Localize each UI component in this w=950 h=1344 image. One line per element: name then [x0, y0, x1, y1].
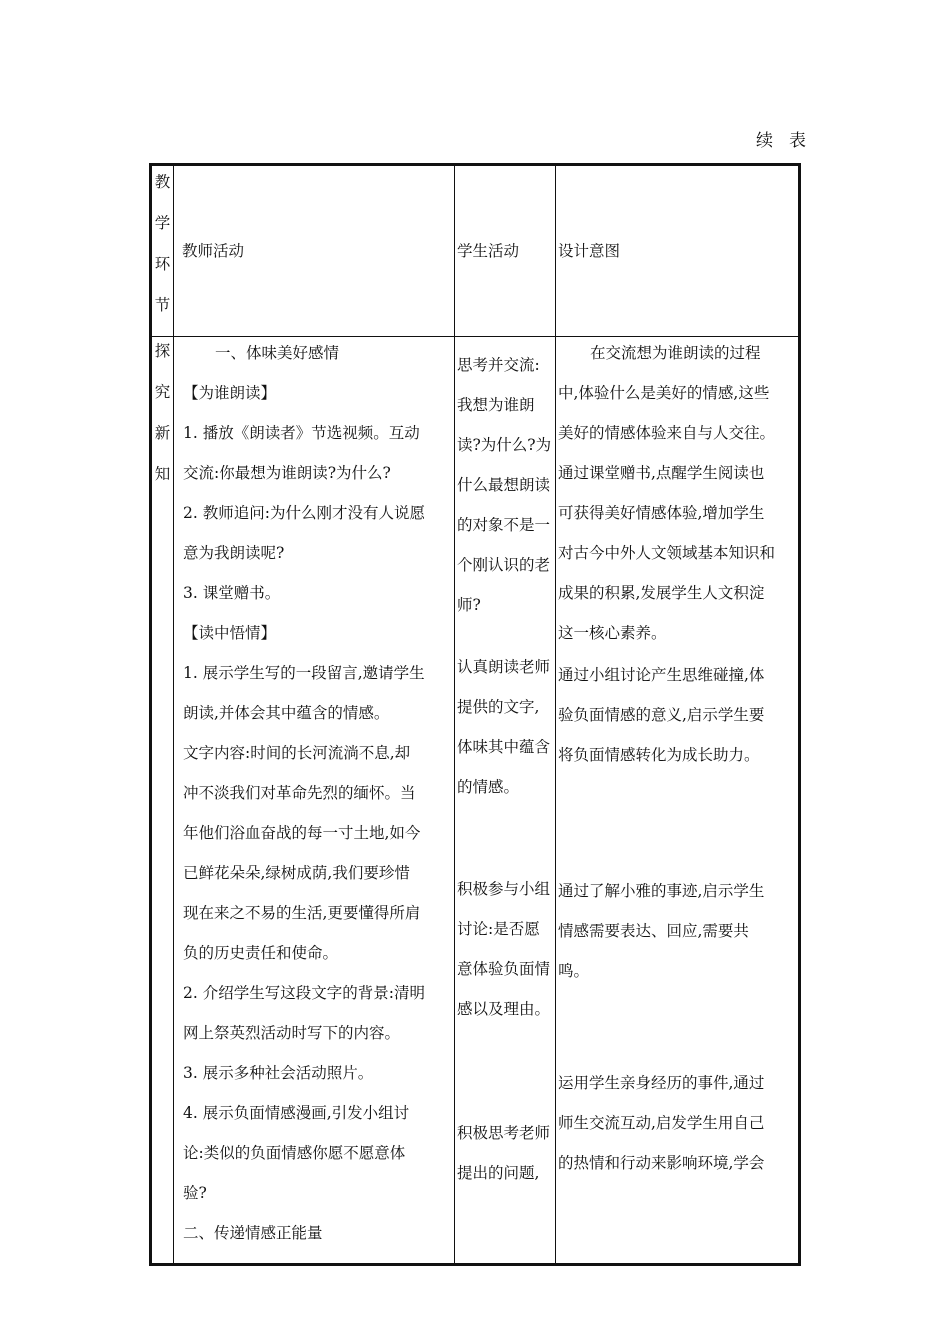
teacher-line: 2. 教师追问:为什么刚才没有人说愿 [183, 504, 425, 522]
row-stage-char: 究 [154, 383, 171, 401]
design-line: 在交流想为谁朗读的过程 [590, 344, 761, 362]
teacher-line: 1. 展示学生写的一段留言,邀请学生 [183, 664, 425, 682]
design-intent-cell [556, 337, 800, 1265]
teacher-line: 验? [183, 1184, 207, 1202]
header-stage-char: 环 [154, 255, 171, 273]
design-line: 对古今中外人文领域基本知识和 [558, 544, 776, 562]
student-line: 提供的文字, [457, 698, 540, 716]
design-line: 通过了解小雅的事迹,启示学生 [558, 882, 765, 900]
design-line: 成果的积累,发展学生人文积淀 [558, 584, 765, 602]
design-line: 通过课堂赠书,点醒学生阅读也 [558, 464, 765, 482]
teacher-line: 朗读,并体会其中蕴含的情感。 [183, 704, 390, 722]
teacher-line: 【读中悟情】 [183, 624, 277, 642]
student-line: 提出的问题, [457, 1164, 540, 1182]
design-line: 中,体验什么是美好的情感,这些 [558, 384, 770, 402]
teacher-line: 【为谁朗读】 [183, 384, 277, 402]
teacher-activity-cell [174, 337, 455, 1265]
teacher-line: 二、传递情感正能量 [183, 1224, 323, 1242]
header-stage-cell [151, 165, 174, 337]
row-stage-char: 新 [154, 424, 171, 442]
teacher-line: 负的历史责任和使命。 [183, 944, 339, 962]
student-line: 读?为什么?为 [457, 436, 552, 454]
design-line: 鸣。 [558, 962, 590, 980]
header-stage-char: 学 [154, 214, 171, 232]
student-block-4 [457, 1123, 555, 1203]
design-line: 这一核心素养。 [558, 624, 667, 642]
student-line: 个刚认识的老 [457, 556, 551, 574]
design-line: 的热情和行动来影响环境,学会 [558, 1154, 765, 1172]
teacher-line: 网上祭英烈活动时写下的内容。 [183, 1024, 401, 1042]
student-line: 什么最想朗读 [457, 476, 551, 494]
teacher-line: 一、体味美好感情 [215, 344, 340, 362]
row-stage-cell [151, 337, 174, 1265]
design-block-3 [558, 665, 796, 785]
student-line: 意体验负面情 [457, 960, 551, 978]
teacher-line: 文字内容:时间的长河流淌不息,却 [183, 744, 411, 762]
student-line: 思考并交流: [457, 356, 540, 374]
design-block-2 [558, 463, 796, 663]
student-line: 师? [457, 596, 481, 614]
header-teacher-activity: 教师活动 [174, 165, 455, 337]
header-design-intent: 设计意图 [556, 165, 800, 337]
student-line: 我想为谁朗 [457, 396, 535, 414]
design-block-4 [558, 881, 796, 1001]
continued-char-2: 表 [789, 131, 808, 151]
design-line: 师生交流互动,启发学生用自己 [558, 1114, 765, 1132]
teacher-line: 3. 课堂赠书。 [183, 584, 281, 602]
student-block-3 [457, 879, 555, 1039]
design-line: 验负面情感的意义,启示学生要 [558, 706, 765, 724]
design-line: 可获得美好情感体验,增加学生 [558, 504, 765, 522]
table-header-row [151, 165, 800, 337]
header-student-activity: 学生活动 [455, 165, 556, 337]
continued-label [756, 126, 808, 151]
design-block-5 [558, 1073, 796, 1193]
header-stage-char: 教 [154, 173, 171, 191]
teacher-line: 2. 介绍学生写这段文字的背景:清明 [183, 984, 425, 1002]
teacher-line: 4. 展示负面情感漫画,引发小组讨 [183, 1104, 410, 1122]
teacher-line: 现在来之不易的生活,更要懂得所肩 [183, 904, 421, 922]
design-line: 通过小组讨论产生思维碰撞,体 [558, 666, 765, 684]
design-line: 美好的情感体验来自与人交往。 [558, 424, 776, 442]
student-block-1 [457, 355, 555, 635]
student-line: 积极思考老师 [457, 1124, 551, 1142]
teacher-line: 交流:你最想为谁朗读?为什么? [183, 464, 391, 482]
student-line: 认真朗读老师 [457, 658, 551, 676]
student-block-2 [457, 657, 555, 817]
student-line: 讨论:是否愿 [457, 920, 540, 938]
design-block-1 [558, 343, 796, 463]
row-stage-char: 知 [154, 465, 171, 483]
student-line: 感以及理由。 [457, 1000, 551, 1018]
header-stage-char: 节 [154, 296, 171, 314]
teacher-line: 1. 播放《朗读者》节选视频。互动 [183, 424, 420, 442]
teacher-line: 论:类似的负面情感你愿不愿意体 [183, 1144, 406, 1162]
design-line: 运用学生亲身经历的事件,通过 [558, 1074, 765, 1092]
teacher-line: 3. 展示多种社会活动照片。 [183, 1064, 374, 1082]
student-line: 的对象不是一 [457, 516, 551, 534]
student-activity-cell [455, 337, 556, 1265]
student-line: 体味其中蕴含 [457, 738, 551, 756]
teacher-line: 意为我朗读呢? [183, 544, 285, 562]
row-stage-char: 探 [154, 342, 171, 360]
teacher-line: 年他们浴血奋战的每一寸土地,如今 [183, 824, 421, 842]
design-line: 将负面情感转化为成长助力。 [558, 746, 760, 764]
design-line: 情感需要表达、回应,需要共 [558, 922, 749, 940]
continued-char-1: 续 [756, 131, 775, 151]
table-row-explore [151, 337, 800, 1265]
student-line: 的情感。 [457, 778, 520, 796]
student-line: 积极参与小组 [457, 880, 551, 898]
teacher-line: 已鲜花朵朵,绿树成荫,我们要珍惜 [183, 864, 410, 882]
teacher-line: 冲不淡我们对革命先烈的缅怀。当 [183, 784, 416, 802]
lesson-plan-table [149, 163, 801, 1266]
